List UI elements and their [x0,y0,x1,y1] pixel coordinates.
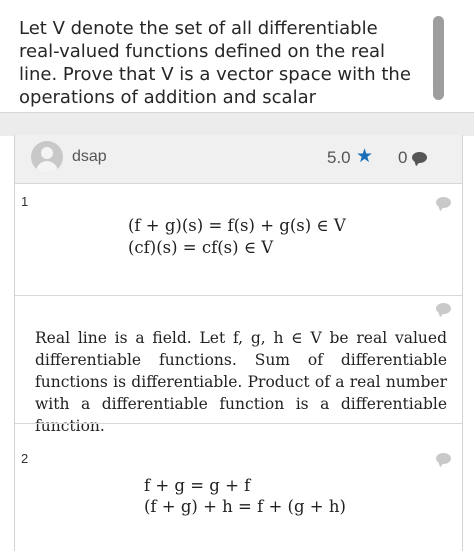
question-text: Let V denote the set of all differentiable real-valued functions defined on the real line. Prove that V is a vector space with the operations of addition and scalar [19,18,411,108]
equation-line: (f + g) + h = f + (g + h) [144,497,346,516]
step-number: 2 [21,451,29,466]
equation-line: (cf)(s) = cf(s) ∈ V [128,238,274,257]
answer-card [14,135,463,551]
scrollbar-thumb[interactable] [433,16,444,100]
avatar-head-shape [41,147,53,159]
question-panel [0,0,474,112]
step-divider [15,423,462,424]
comment-count: 0 [398,148,408,167]
star-icon[interactable]: ★ [356,146,374,167]
comment-bubble-icon[interactable] [436,453,451,464]
section-separator [0,112,474,136]
equation-line: (f + g)(s) = f(s) + g(s) ∈ V [128,216,346,235]
explanation-text: Real line is a field. Let f, g, h ∈ V be real valued differentiable functions. Sum of differentiable functions is differentiable. Product of a real number with a differentiable function is a differentiable function. [35,329,447,435]
rating-value: 5.0 [327,148,351,167]
avatar-body-shape [36,161,58,173]
comment-bubble-icon[interactable] [436,303,451,314]
step-divider [15,295,462,296]
equation-line: f + g = g + f [144,476,251,495]
author-name[interactable]: dsap [72,148,107,165]
comment-icon[interactable] [412,152,427,163]
step-number: 1 [21,194,29,209]
comment-bubble-icon[interactable] [436,197,451,208]
avatar[interactable] [31,141,63,173]
answer-header [15,135,462,184]
